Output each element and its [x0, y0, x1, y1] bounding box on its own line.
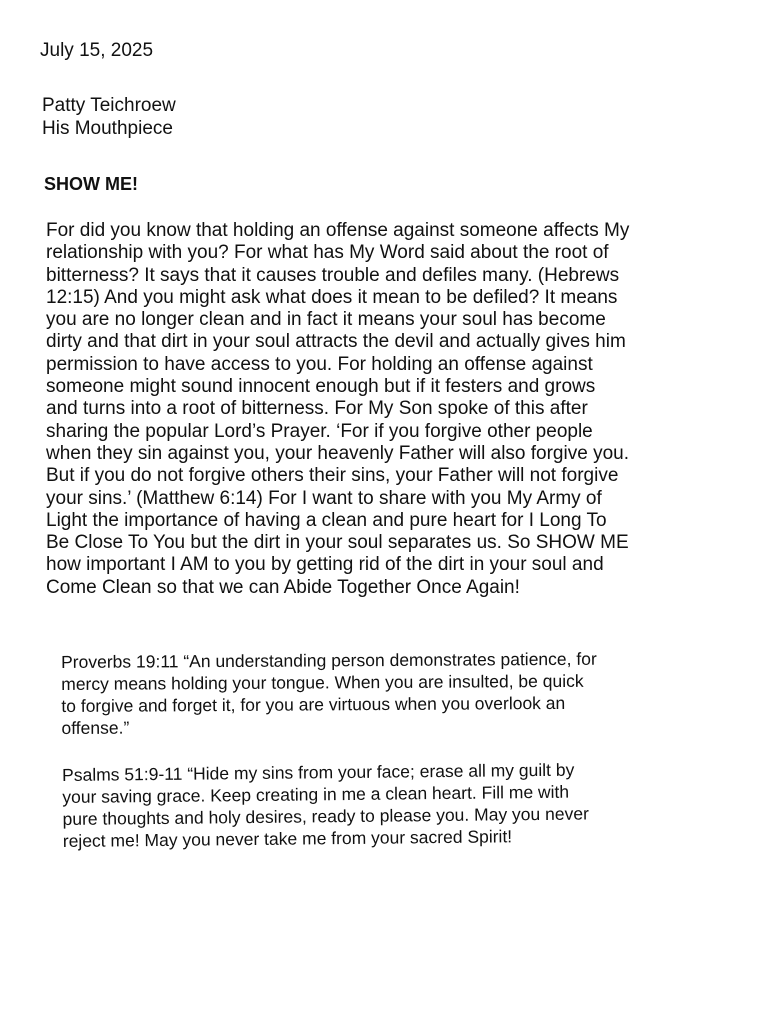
author-role: His Mouthpiece: [42, 118, 173, 139]
body-line: someone might sound innocent enough but if it festers and grows: [46, 376, 596, 398]
body-line: Light the importance of having a clean and pure heart for I Long To: [46, 509, 607, 531]
author-name: Patty Teichroew: [42, 95, 176, 116]
document-title: SHOW ME!: [44, 174, 138, 194]
author-block: [42, 94, 176, 140]
quote-line: Proverbs 19:11 “An understanding person demonstrates patience, for: [61, 648, 597, 672]
body-line: But if you do not forgive others their sins, your Father will not forgive: [46, 465, 619, 487]
body-line: Come Clean so that we can Abide Together Once Again!: [46, 576, 520, 598]
body-line: when they sin against you, your heavenly Father will also forgive you.: [46, 442, 629, 464]
quote-line: offense.”: [61, 717, 130, 738]
quote-line: reject me! May you never take me from your sacred Spirit!: [62, 826, 513, 851]
body-line: bitterness? It says that it causes trouble and defiles many. (Hebrews: [46, 264, 620, 286]
psalms-quote: [62, 757, 723, 852]
body-line: and turns into a root of bitterness. For My Son spoke of this after: [46, 398, 588, 420]
quote-line: mercy means holding your tongue. When you are insulted, be quick: [61, 670, 584, 694]
quote-line: pure thoughts and holy desires, ready to please you. May you never: [62, 803, 589, 829]
body-line: For did you know that holding an offense against someone affects My: [46, 220, 630, 241]
document-date: July 15, 2025: [40, 40, 154, 61]
body-line: relationship with you? For what has My Word said about the root of: [46, 242, 609, 264]
body-line: sharing the popular Lord’s Prayer. ‘For if you forgive other people: [46, 420, 593, 442]
quote-line: your saving grace. Keep creating in me a clean heart. Fill me with: [62, 781, 570, 807]
body-line: Be Close To You but the dirt in your soul separates us. So SHOW ME: [46, 532, 629, 554]
body-line: you are no longer clean and in fact it means your soul has become: [46, 309, 606, 331]
body-paragraph: [46, 220, 736, 599]
quote-line: to forgive and forget it, for you are virtuous when you overlook an: [61, 692, 566, 716]
body-line: permission to have access to you. For holding an offense against: [46, 353, 593, 375]
body-line: how important I AM to you by getting rid of the dirt in your soul and: [46, 554, 604, 576]
body-line: your sins.’ (Matthew 6:14) For I want to share with you My Army of: [46, 487, 602, 509]
proverbs-quote: [61, 647, 722, 739]
body-line: 12:15) And you might ask what does it mean to be defiled? It means: [46, 286, 618, 308]
quote-line: Psalms 51:9-11 “Hide my sins from your face; erase all my guilt by: [62, 759, 575, 785]
body-line: dirty and that dirt in your soul attracts the devil and actually gives him: [46, 331, 626, 353]
